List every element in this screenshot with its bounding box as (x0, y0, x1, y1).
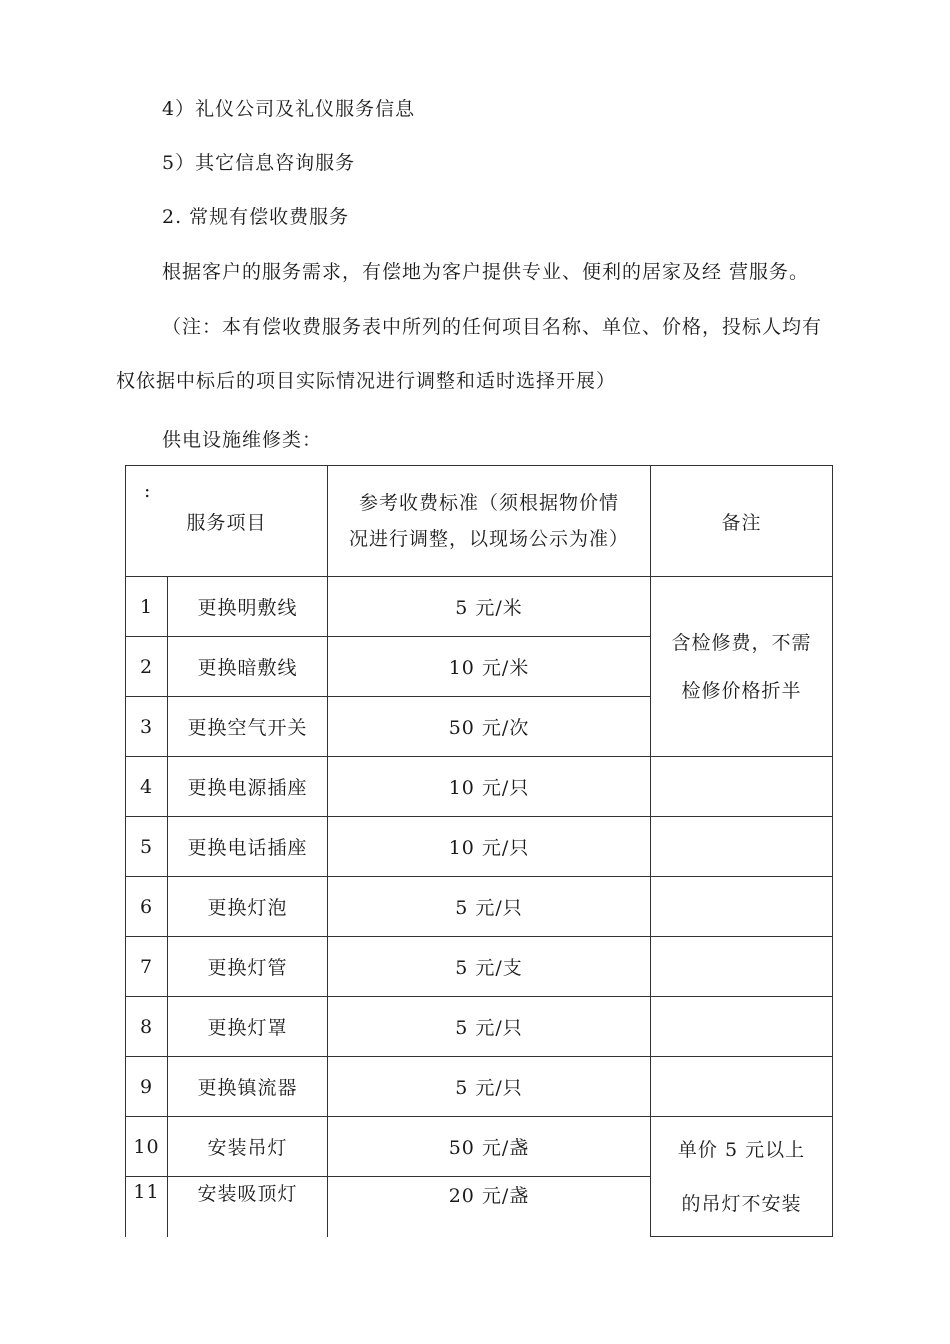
row-number: 4 (126, 757, 168, 817)
header-colon: : (144, 480, 152, 502)
row-price: 50 元/盏 (328, 1117, 651, 1177)
remark-group-2-line-1: 单价 5 元以上 (677, 1138, 806, 1161)
row-price: 5 元/米 (328, 577, 651, 637)
row-item: 安装吊灯 (168, 1117, 328, 1177)
row-number: 7 (126, 937, 168, 997)
row-remark (651, 937, 833, 997)
row-item: 更换空气开关 (168, 697, 328, 757)
header-fee-line-2: 况进行调整，以现场公示为准） (349, 528, 630, 550)
note-line-2: 权依据中标后的项目实际情况进行调整和适时选择开展） (116, 370, 617, 392)
section-heading: 2. 常规有偿收费服务 (162, 206, 350, 228)
fee-table (125, 465, 833, 1237)
header-fee-line-1: 参考收费标准（须根据物价情 (359, 492, 620, 514)
remark-group-1 (651, 577, 833, 757)
table-header-row (126, 466, 833, 577)
remark-group-2-line-2: 的吊灯不安装 (681, 1192, 802, 1215)
list-item-4: 4）礼仪公司及礼仪服务信息 (162, 98, 416, 120)
row-item: 更换灯罩 (168, 997, 328, 1057)
table-row (126, 937, 833, 997)
row-number: 5 (126, 817, 168, 877)
table-row (126, 997, 833, 1057)
row-item: 更换镇流器 (168, 1057, 328, 1117)
header-service-item (126, 466, 328, 577)
row-item: 安装吸顶灯 (168, 1177, 328, 1237)
header-item-label: 服务项目 (186, 511, 267, 534)
row-item: 更换灯泡 (168, 877, 328, 937)
row-number: 6 (126, 877, 168, 937)
row-item: 更换暗敷线 (168, 637, 328, 697)
remark-group-1-line-1: 含检修费，不需 (671, 631, 812, 654)
row-price: 20 元/盏 (328, 1177, 651, 1237)
row-item: 更换电源插座 (168, 757, 328, 817)
note-line-1: （注：本有偿收费服务表中所列的任何项目名称、单位、价格，投标人均有 (162, 316, 823, 338)
remark-group-2 (651, 1117, 833, 1237)
row-number: 10 (126, 1117, 168, 1177)
table-row (126, 877, 833, 937)
header-fee-standard (328, 466, 651, 577)
table-row (126, 757, 833, 817)
row-item: 更换明敷线 (168, 577, 328, 637)
row-price: 10 元/米 (328, 637, 651, 697)
row-price: 5 元/只 (328, 877, 651, 937)
row-number: 2 (126, 637, 168, 697)
row-number: 11 (126, 1177, 168, 1237)
row-price: 5 元/只 (328, 997, 651, 1057)
table-row (126, 817, 833, 877)
header-remark: 备注 (651, 466, 833, 577)
list-item-5: 5）其它信息咨询服务 (162, 152, 356, 174)
row-item: 更换电话插座 (168, 817, 328, 877)
row-price: 5 元/支 (328, 937, 651, 997)
row-remark (651, 1057, 833, 1117)
row-price: 5 元/只 (328, 1057, 651, 1117)
row-item: 更换灯管 (168, 937, 328, 997)
row-number: 9 (126, 1057, 168, 1117)
row-remark (651, 877, 833, 937)
remark-group-1-line-2: 检修价格折半 (681, 679, 802, 702)
row-number: 1 (126, 577, 168, 637)
table-row (126, 1117, 833, 1177)
body-paragraph: 根据客户的服务需求，有偿地为客户提供专业、便利的居家及经 营服务。 (162, 261, 810, 283)
row-remark (651, 817, 833, 877)
row-number: 8 (126, 997, 168, 1057)
table-caption: 供电设施维修类： (162, 429, 323, 451)
row-remark (651, 997, 833, 1057)
row-number: 3 (126, 697, 168, 757)
row-remark (651, 757, 833, 817)
table-row (126, 1057, 833, 1117)
row-price: 10 元/只 (328, 757, 651, 817)
table-row (126, 577, 833, 637)
row-price: 50 元/次 (328, 697, 651, 757)
row-price: 10 元/只 (328, 817, 651, 877)
